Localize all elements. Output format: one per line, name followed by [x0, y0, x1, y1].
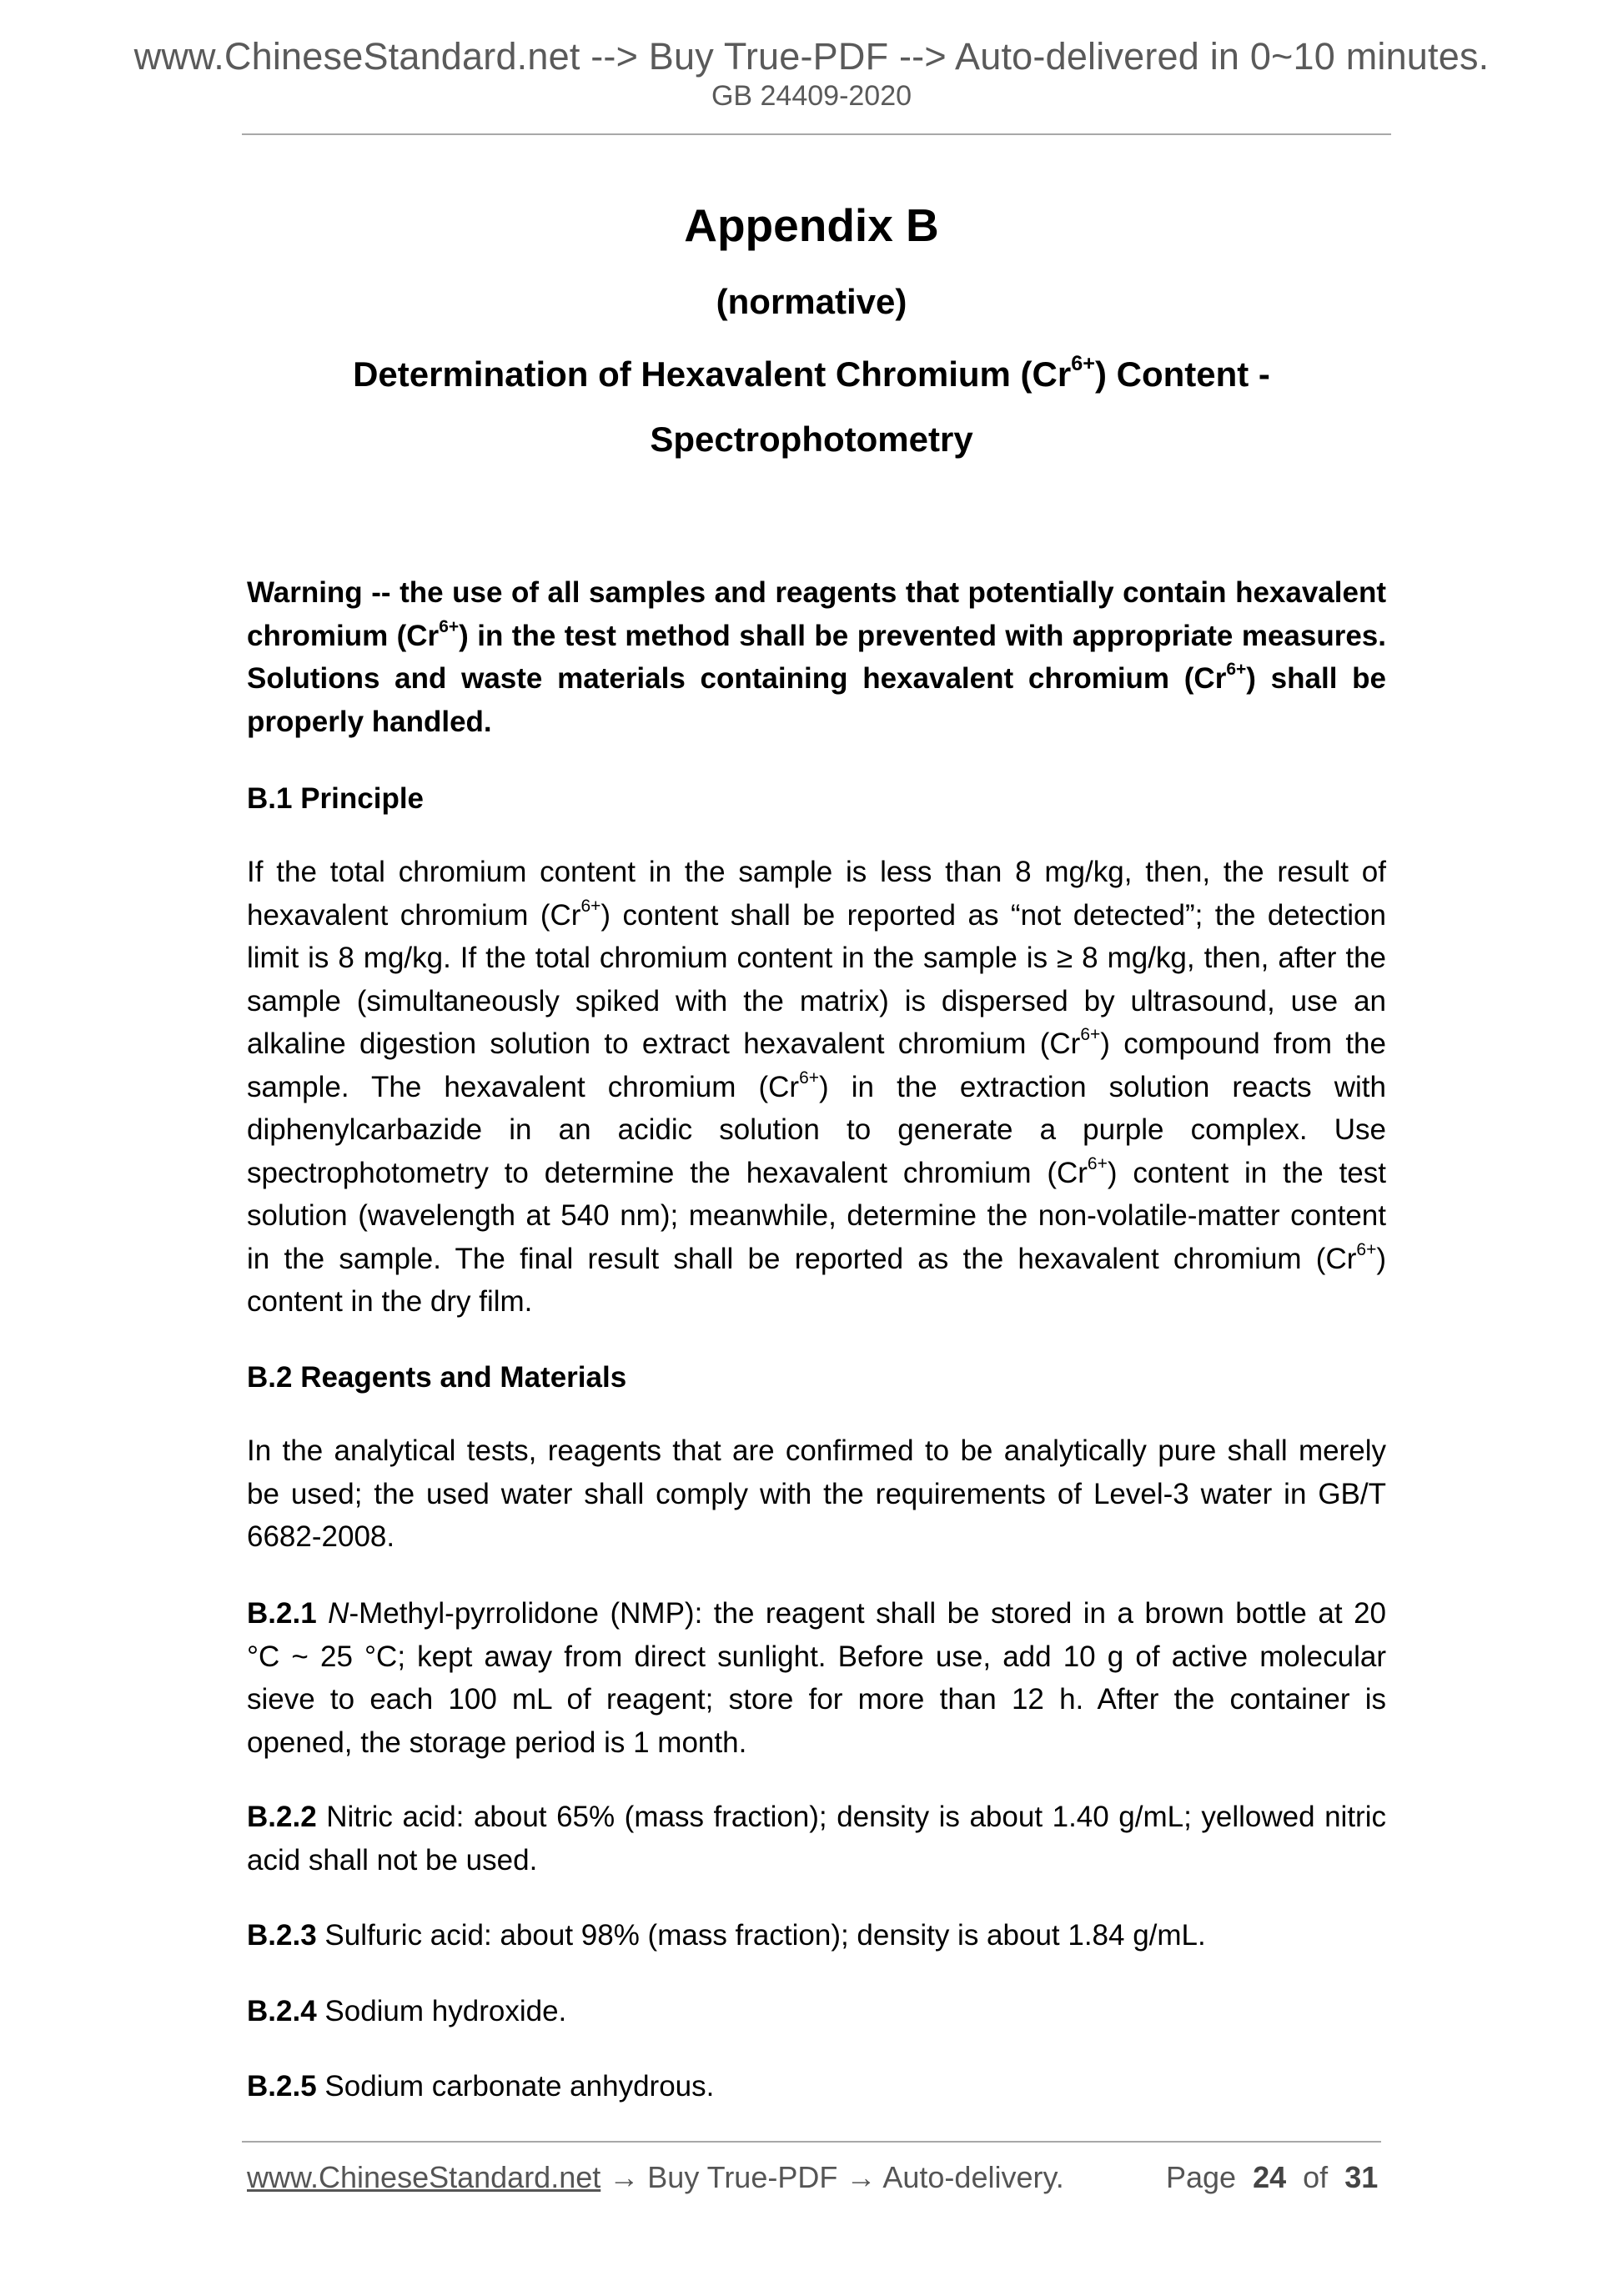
- appendix-subtitle: Determination of Hexavalent Chromium $(Cr^{6+})$ Content - Spectrophotometry: [353, 352, 1270, 459]
- standard-code: GB 24409-2020: [711, 80, 912, 112]
- page-total: 31: [1344, 2160, 1379, 2194]
- arrow-icon: →: [846, 2160, 877, 2194]
- page-number: 24: [1253, 2160, 1287, 2194]
- reagents-intro-paragraph: In the analytical tests, reagents that are confirmed to be analytically pure shall merely be used; the used water shall comply with the requirements of Level-3 water in GB/T 6682-2008.: [247, 1434, 1386, 1553]
- warning-paragraph: Warning -- the use of all samples and reagents that potentially contain hexavalent chromium $(Cr^{6+})$ in the test method shall be prevented with appropriate measures. Solutions and waste materials containing hexavalent chromium $(Cr^{6+})$ shall be properly handled.: [247, 576, 1387, 738]
- item-b2-2: B.2.2 Nitric acid: about 65% (mass fraction); density is about 1.40 g/mL; yellowed nitric acid shall not be used.: [247, 1801, 1386, 1876]
- footer-links: www.ChineseStandard.net → Buy True-PDF → Auto-delivery.: [247, 2160, 1064, 2194]
- footer-divider: [242, 2141, 1381, 2143]
- footer-site-link[interactable]: www.ChineseStandard.net: [247, 2160, 601, 2194]
- appendix-type: (normative): [716, 282, 907, 321]
- header-banner: www.ChineseStandard.net --> Buy True-PDF --> Auto-delivered in 0~10 minutes.: [133, 35, 1490, 78]
- appendix-title: Appendix B: [684, 199, 939, 251]
- section-heading-b1: B.1 Principle: [247, 782, 425, 815]
- section-heading-b2: B.2 Reagents and Materials: [247, 1361, 627, 1394]
- page-indicator: Page 24 of 31: [1166, 2160, 1379, 2194]
- item-b2-3: B.2.3 Sulfuric acid: about 98% (mass fraction); density is about 1.84 g/mL.: [247, 1919, 1206, 1952]
- header-divider: [242, 133, 1391, 135]
- item-b2-4: B.2.4 Sodium hydroxide.: [247, 1995, 567, 2027]
- arrow-icon: →: [609, 2160, 640, 2194]
- item-b2-5: B.2.5 Sodium carbonate anhydrous.: [247, 2070, 715, 2103]
- principle-paragraph: If the total chromium content in the sample is less than 8 mg/kg, then, the result of hexavalent chromium $(Cr^{6+})$ content shall be reported as “not detected”; the detection limit is 8 mg/kg. If the total chromium content in the sample is ≥ 8 mg/kg, then, after the sample (simultaneously spiked with the matrix) is dispersed by ultrasound, use an alkaline digestion solution to extract hexavalent chromium $(Cr^{6+})$ compound from the sample. The hexavalent chromium $(Cr^{6+})$ in the extraction solution reacts with diphenylcarbazide in an acidic solution to generate a purple complex. Use spectrophotometry to determine the hexavalent chromium $(Cr^{6+})$ content in the test solution (wavelength at 540 nm); meanwhile, determine the non-volatile-matter content in the sample. The final result shall be reported as the hexavalent chromium $(Cr^{6+})$ content in the dry film.: [247, 856, 1386, 1318]
- item-b2-1: B.2.1 N-Methyl-pyrrolidone (NMP): the reagent shall be stored in a brown bottle at 20 °C ~ 25 °C; kept away from direct sunlight. Before use, add 10 g of active molecular sieve to each 100 mL of reagent; store for more than 12 h. After the container is opened, the storage period is 1 month.: [247, 1597, 1386, 1759]
